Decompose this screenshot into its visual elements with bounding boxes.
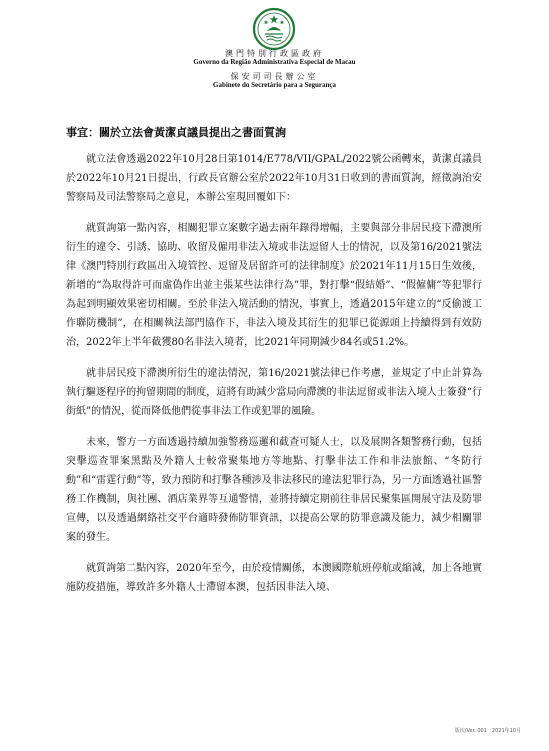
- body-paragraph: 未來，警方一方面透過持續加強警務巡邏和截查可疑人士，以及展開各類警務行動，包括突擊巡查罪案黑點及外籍人士較常聚集地方等地點、打擊非法工作和非法旅館、“冬防行動”和“雷霆行動”等，致力預防和打擊各種涉及非法移民的違法犯罪行為，另一方面透過社區警務工作機制，與社團、酒店業界等互通警情，並將持續定期前往非居民聚集區開展守法及防罪宣傳，以及透過網絡社交平台適時發佈防罪資訊，以提高公眾的防罪意識及能力，減少相關罪案的發生。: [66, 437, 482, 543]
- macao-sar-emblem-icon: [248, 6, 300, 52]
- office-name-chinese: 保安司司長辦公室: [230, 72, 319, 81]
- office-name-portuguese: Gabinete do Secretário para a Segurança: [213, 81, 336, 89]
- body-paragraph: 就非居民疫下滯澳所衍生的違法情況，第16/2021號法律已作考慮，並規定了中止計算為執行驅逐程序的拘留期間的制度，這將有助減少當局向滯澳的非法逗留或非法入境人士簽發“行街紙”的情況，從而降低他們從事非法工作或犯罪的風險。: [66, 368, 482, 417]
- body-paragraph: 就質詢第一點內容，相關犯罪立案數字過去兩年錄得增幅，主要與部分非居民疫下滯澳所衍生的違令、引誘、協助、收留及僱用非法入境或非法逗留人士的情況，以及第16/2021號法律《澳門特別行政區出入境管控、逗留及居留許可的法律制度》於2021年11月15日生效後，新增的“為取得許可而虛偽作出並主張某些法律行為”罪，對打擊“假結婚”、“假僱傭”等犯罪行為起到明顯效果密切相關。至於非法入境活動的情況，事實上，透過2015年建立的“反偷渡工作聯防機制”，在相關執法部門協作下，非法入境及其衍生的犯罪已從源頭上持續得到有效防治，2022年上半年截獲80名非法入境者，比2021年同期減少84名或51.2%。: [66, 223, 482, 348]
- version-footer: 版次/Ver. 001 2021年10月: [454, 728, 521, 734]
- letter-subject: 事宜：關於立法會黃潔貞議員提出之書面質詢: [66, 126, 286, 139]
- letter-body: [66, 150, 482, 609]
- government-name-portuguese: Governo da Região Administrativa Especial de Macau: [193, 58, 356, 66]
- body-paragraph: 就質詢第二點內容，2020年至今，由於疫情關係，本澳國際航班停航或縮減，加上各地實施防疫措施，導致許多外籍人士滯留本澳，包括因非法入境、: [66, 563, 482, 593]
- government-name-chinese: 澳門特別行政區政府: [225, 49, 324, 58]
- body-paragraph: 就立法會透過2022年10月28日第1014/E778/VII/GPAL/2022號公函轉來，黃潔貞議員於2022年10月21日提出，行政長官辦公室於2022年10月31日收到的書面質詢，經徵詢治安警察局及司法警察局之意見，本辦公室現回覆如下：: [66, 154, 482, 203]
